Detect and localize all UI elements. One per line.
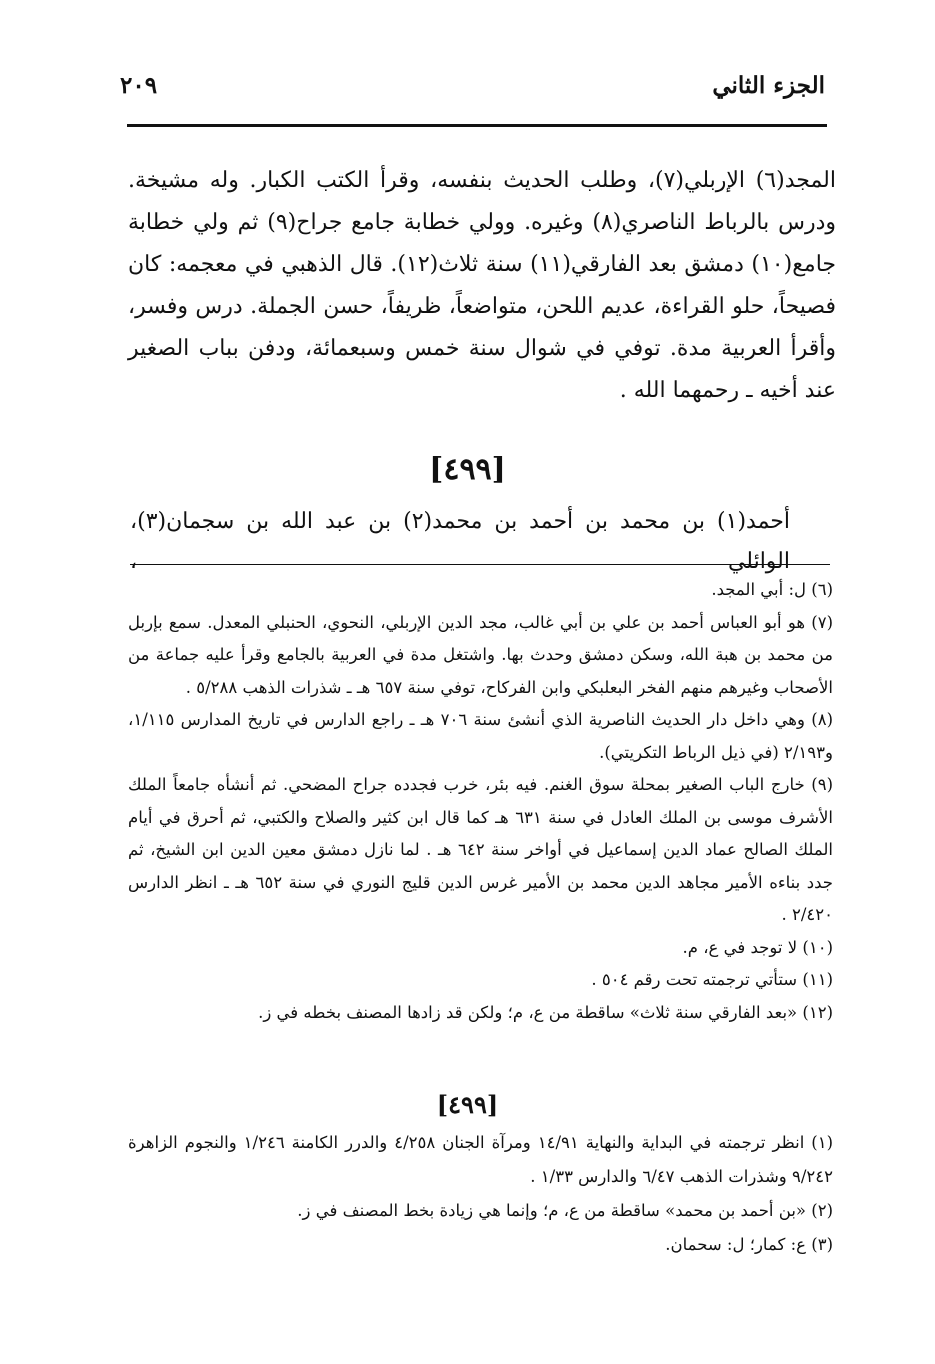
footnote-7: (٧) هو أبو العباس أحمد بن علي بن أبي غالب، مجد الدين الإربلي، النحوي، الحنبلي المعدل. سمع بإربل من محمد بن هبة الله، وسكن دمشق وحدث بها. واشتغل مدة في العربية بالجامع وقرأ عليه جماعة من الأصحاب وغيرهم منهم الفخر البعلبكي وابن الفركاح، توفي سنة ٦٥٧ هـ ـ شذرات الذهب ٥/٢٨٨ . (128, 612, 833, 697)
footnotes-entry-number: [٤٩٩] (436, 1090, 499, 1119)
footnotes-block (128, 574, 833, 1029)
footnote-8: (٨) وهي داخل دار الحديث الناصرية الذي أنشئ سنة ٧٠٦ هـ ـ راجع الدارس في تاريخ المدارس ١/١١٥، و٢/١٩٣ (في ذيل الرباط التكريتي). (128, 710, 833, 762)
entry-number: [٤٩٩] (429, 452, 506, 487)
entry-footnote-1: (١) انظر ترجمته في البداية والنهاية ١٤/٩١ ومرآة الجنان ٤/٢٥٨ والدرر الكامنة ١/٢٤٦ والنجوم الزاهرة ٩/٢٤٢ وشذرات الذهب ٦/٤٧ والدارس ١/٣٣ . (128, 1133, 834, 1186)
footnote-10: (١٠) لا توجد في ع، م. (682, 937, 833, 957)
entry-footnote-3: (٣) ع: كمار؛ ل: سحمان. (665, 1235, 833, 1254)
footnote-9: (٩) خارج الباب الصغير بمحلة سوق الغنم. فيه بئر، خرب فجدده جراح المضحي. ثم أنشأه جامعاً الملك الأشرف موسى بن الملك العادل في سنة ٦٣١ هـ كما قال ابن كثير والصلاح والكتبي، ثم أحرق في أيام الملك الصالح عماد الدين إسماعيل في أواخر سنة ٦٤٢ هـ . لما نازل دمشق معين الدين ابن الشيخ، ثم جدد بناءه الأمير مجاهد الدين محمد بن الأمير غرس الدين قليج النوري في سنة ٦٥٢ هـ ـ انظر الدارس ٢/٤٢٠ . (128, 775, 833, 924)
footnotes-rule (130, 564, 830, 565)
footnote-12: (١٢) «بعد الفارقي سنة ثلاث» ساقطة من ع، م؛ ولكن قد زادها المصنف بخطه في ز. (258, 1002, 833, 1022)
header-rule (127, 124, 827, 127)
entry-footnote-2: (٢) «بن أحمد بن محمد» ساقطة من ع، م؛ وإنما هي زيادة بخط المصنف في ز. (297, 1201, 833, 1220)
entry-footnotes-block (128, 1126, 833, 1262)
entry-heading-line: أحمد(١) بن محمد بن أحمد بن محمد(٢) بن عبد الله بن سجمان(٣)، الوائلي ، (130, 509, 791, 574)
running-header (120, 72, 825, 112)
main-paragraph: المجد(٦) الإربلي(٧)، وطلب الحديث بنفسه، وقرأ الكتب الكبار. وله مشيخة. ودرس بالرباط الناصري(٨) وغيره. وولي خطابة جامع جراح(٩) ثم ولي خطابة جامع(١٠) دمشق بعد الفارقي(١١) سنة ثلاث(١٢). قال الذهبي في معجمه: كان فصيحاً، حلو القراءة، عديم اللحن، متواضعاً، ظريفاً، حسن الجملة. درس وفسر، وأقرأ العربية مدة. توفي في شوال سنة خمس وسبعمائة، ودفن بباب الصغير عند أخيه ـ رحمهما الله . (128, 168, 837, 403)
running-title: الجزء الثاني (712, 72, 825, 99)
main-text (128, 160, 836, 412)
footnote-11: (١١) ستأتي ترجمته تحت رقم ٥٠٤ . (591, 970, 833, 989)
page-number: ٢٠٩ (120, 72, 158, 99)
footnote-6: (٦) ل: أبي المجد. (711, 580, 833, 599)
